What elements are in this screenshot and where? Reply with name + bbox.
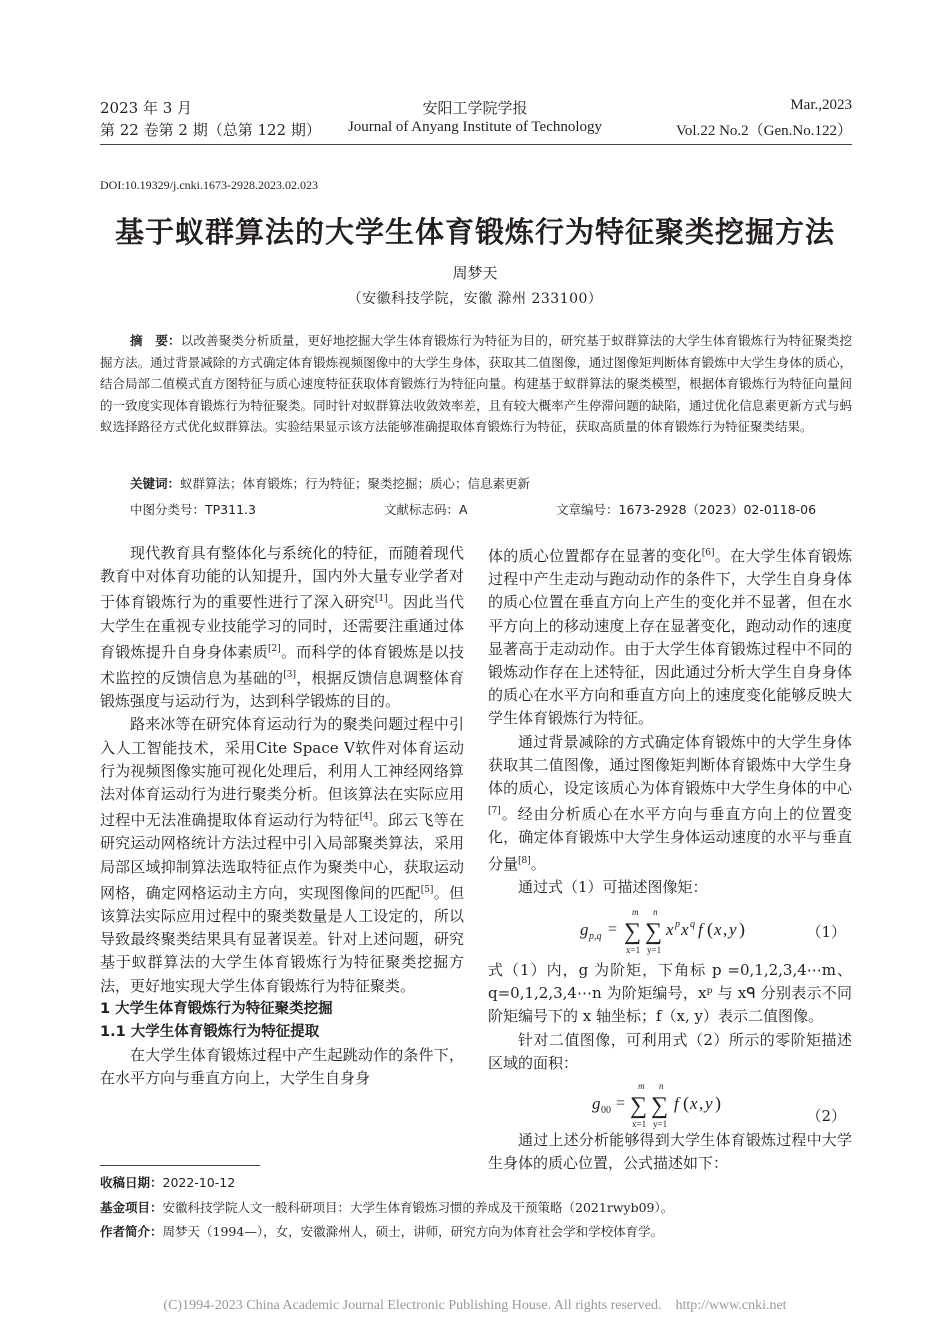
svg-text:m: m [638, 1081, 645, 1092]
paragraph: 路来冰等在研究体育运动行为的聚类问题过程中引入人工智能技术，采用Cite Space V软件对体育运动行为视频图像实施可视化处理后，利用人工神经网络算法对体育运动行为进行聚类分析。但该算法在实际应用过程中无法准确提取体育运动行为特征[4]。邱云飞等在研究运动网格统计方法过程中引入局部聚类算法，采用局部区域抑制算法选取特征点作为聚类中心，获取运动网格，确定网格运动主方向，实现图像间的匹配[5]。但该算法实际应用过程中的聚类数量是人工设定的，所以导致最终聚类结果具有显著误差。针对上述问题，研究基于蚁群算法的大学生体育锻炼行为特征聚类挖掘方法，更好地实现大学生体育锻炼行为特征聚类。 [100, 715, 464, 995]
paragraph: 通过背景减除的方式确定体育锻炼中的大学生身体获取其二值图像，通过图像矩判断体育锻炼中大学生身体的质心，设定该质心为体育锻炼中大学生身体的中心[7]。经由分析质心在水平方向与垂直方向上的位置变化，确定体育锻炼中大学生身体运动速度的水平与垂直分量[8]。 [488, 732, 852, 873]
equation-1-number: （1） [806, 923, 846, 942]
svg-text:n: n [653, 907, 658, 918]
paper-title: 基于蚁群算法的大学生体育锻炼行为特征聚类挖掘方法 [114, 215, 835, 249]
header-volume-cn: 第 22 卷第 2 期（总第 122 期） [100, 121, 321, 139]
footnote-received: 收稿日期：2022-10-12 [100, 1175, 236, 1190]
equation-1-graphic [488, 899, 852, 959]
svg-text:q: q [690, 919, 695, 931]
svg-text:m: m [632, 907, 639, 918]
svg-text:,: , [699, 1094, 704, 1114]
keywords [130, 474, 852, 492]
abstract-label: 摘 要： [130, 333, 181, 348]
author: 周梦天 [452, 264, 498, 282]
svg-text:00: 00 [601, 1105, 611, 1117]
section-heading: 1 大学生体育锻炼行为特征聚类挖掘 [100, 1000, 333, 1017]
svg-text:∑: ∑ [645, 919, 663, 946]
svg-text:∑: ∑ [630, 1093, 648, 1120]
header-date-en: Mar.,2023 [790, 97, 852, 113]
svg-text:f: f [698, 920, 703, 940]
svg-text:n: n [659, 1081, 664, 1092]
svg-text:y=1: y=1 [653, 1119, 668, 1130]
paragraph: 针对二值图像，可利用式（2）所示的零阶矩描述区域的面积： [488, 1030, 852, 1072]
keywords-text: 蚁群算法；体育锻炼；行为特征；聚类挖掘；质心；信息素更新 [180, 476, 531, 491]
header-journal-cn: 安阳工学院学报 [422, 99, 528, 117]
svg-text:∑: ∑ [651, 1093, 669, 1120]
article-number: 文章编号：1673-2928（2023）02-0118-06 [556, 502, 817, 517]
svg-text:y=1: y=1 [647, 945, 662, 956]
paragraph: 现代教育具有整体化与系统化的特征，而随着现代教育中对体育功能的认知提升，国内外大量专业学者对于体育锻炼行为的重要性进行了深入研究[1]。因此当代大学生在重视专业技能学习的同时，还需要注重通过体育锻炼提升自身身体素质[2]。而科学的体育锻炼是以技术监控的反馈信息为基础的[3]，根据反馈信息调整体育锻炼强度与运动行为，达到科学锻炼的目的。 [100, 544, 464, 711]
svg-text:): ) [739, 919, 745, 940]
svg-text:∑: ∑ [624, 919, 642, 946]
svg-text:g: g [592, 1094, 601, 1114]
svg-text:x: x [714, 920, 722, 940]
svg-text:y: y [705, 1094, 713, 1114]
svg-text:): ) [715, 1093, 721, 1114]
svg-text:x: x [690, 1094, 698, 1114]
svg-text:y: y [729, 920, 737, 940]
abstract [100, 330, 852, 438]
paragraph: 式（1）内，g 为阶矩，下角标 p =0,1,2,3,4⋯m、q=0,1,2,3,4⋯n 为阶矩编号，xᵖ 与 xᑫ 分别表示不同阶矩编号下的 x 轴坐标；f（x, y）表示二值图像。 [488, 961, 852, 1026]
header-date-cn: 2023 年 3 月 [100, 99, 193, 117]
svg-text:=: = [608, 921, 618, 939]
svg-text:x: x [681, 920, 689, 940]
doi: DOI:10.19329/j.cnki.1673-2928.2023.02.023 [100, 178, 318, 192]
clc-number: 中图分类号：TP311.3 [130, 502, 256, 517]
equation-2 [488, 1075, 852, 1129]
svg-text:x: x [666, 920, 674, 940]
svg-text:p,q: p,q [589, 931, 602, 943]
svg-text:=: = [616, 1095, 626, 1113]
svg-text:x=1: x=1 [626, 945, 641, 956]
svg-text:,: , [723, 920, 728, 940]
paragraph: 通过上述分析能够得到大学生体育锻炼过程中大学生身体的质心位置，公式描述如下： [488, 1131, 852, 1173]
svg-text:f: f [674, 1094, 679, 1114]
paragraph: 体的质心位置都存在显著的变化[6]。在大学生体育锻炼过程中产生走动与跑动动作的条件下，大学生自身身体的质心位置在垂直方向上产生的变化并不显著，但在水平方向上的移动速度上存在显著变化，跑动动作的速度显著高于走动动作。由于大学生体育锻炼过程中不同的锻炼动作存在上述特征，因此通过分析大学生自身身体的质心在水平方向和垂直方向上的速度变化能够反映大学生体育锻炼行为特征。 [488, 547, 852, 728]
header-rule [100, 144, 852, 145]
footnote-fund: 基金项目：安徽科技学院人文一般科研项目：大学生体育锻炼习惯的养成及干预策略（2021rwyb09）。 [100, 1200, 674, 1215]
subsection-heading: 1.1 大学生体育锻炼行为特征提取 [100, 1024, 320, 1041]
document-code: 文献标志码：A [384, 502, 468, 517]
header-journal-en: Journal of Anyang Institute of Technology [347, 119, 603, 135]
right-column [488, 542, 852, 1175]
header-volume-en: Vol.22 No.2（Gen.No.122） [676, 123, 852, 139]
paragraph: 在大学生体育锻炼过程中产生起跳动作的条件下，在水平方向与垂直方向上，大学生自身身 [100, 1046, 464, 1088]
paragraph: 通过式（1）可描述图像矩： [518, 877, 708, 896]
svg-text:x=1: x=1 [632, 1119, 647, 1130]
svg-text:(: ( [707, 919, 713, 940]
equation-1 [488, 899, 852, 959]
svg-text:p: p [675, 919, 680, 931]
copyright-watermark: (C)1994-2023 China Academic Journal Electronic Publishing House. All rights reserved. http://www.cnki.net [163, 1298, 787, 1313]
equation-2-graphic [488, 1075, 852, 1129]
left-column [100, 542, 464, 1091]
equation-2-number: （2） [806, 1107, 846, 1126]
affiliation: （安徽科技学院，安徽 滁州 233100） [347, 291, 603, 307]
footnote-bio: 作者简介：周梦天（1994—），女，安徽滁州人，硕士，讲师，研究方向为体育社会学和学校体育学。 [100, 1224, 664, 1239]
svg-text:(: ( [683, 1093, 689, 1114]
keywords-label: 关键词： [130, 476, 181, 491]
footnote-rule [100, 1165, 260, 1166]
abstract-text: 以改善聚类分析质量，更好地挖掘大学生体育锻炼行为特征为目的，研究基于蚁群算法的大学生体育锻炼行为特征聚类挖掘方法。通过背景减除的方式确定体育锻炼视频图像中的大学生身体，获取其二值图像，通过图像矩判断体育锻炼中大学生身体的质心，结合局部二值模式直方图特征与质心速度特征获取体育锻炼行为特征向量。构建基于蚁群算法的聚类模型，根据体育锻炼行为特征向量间的一致度实现体育锻炼行为特征聚类。同时针对蚁群算法收敛效率差，且有较大概率产生停滞问题的缺陷，通过优化信息素更新方式与蚂蚁选择路径方式优化蚁群算法。实验结果显示该方法能够准确提取体育锻炼行为特征，获取高质量的体育锻炼行为特征聚类结果。 [100, 333, 852, 434]
svg-text:g: g [580, 920, 589, 940]
